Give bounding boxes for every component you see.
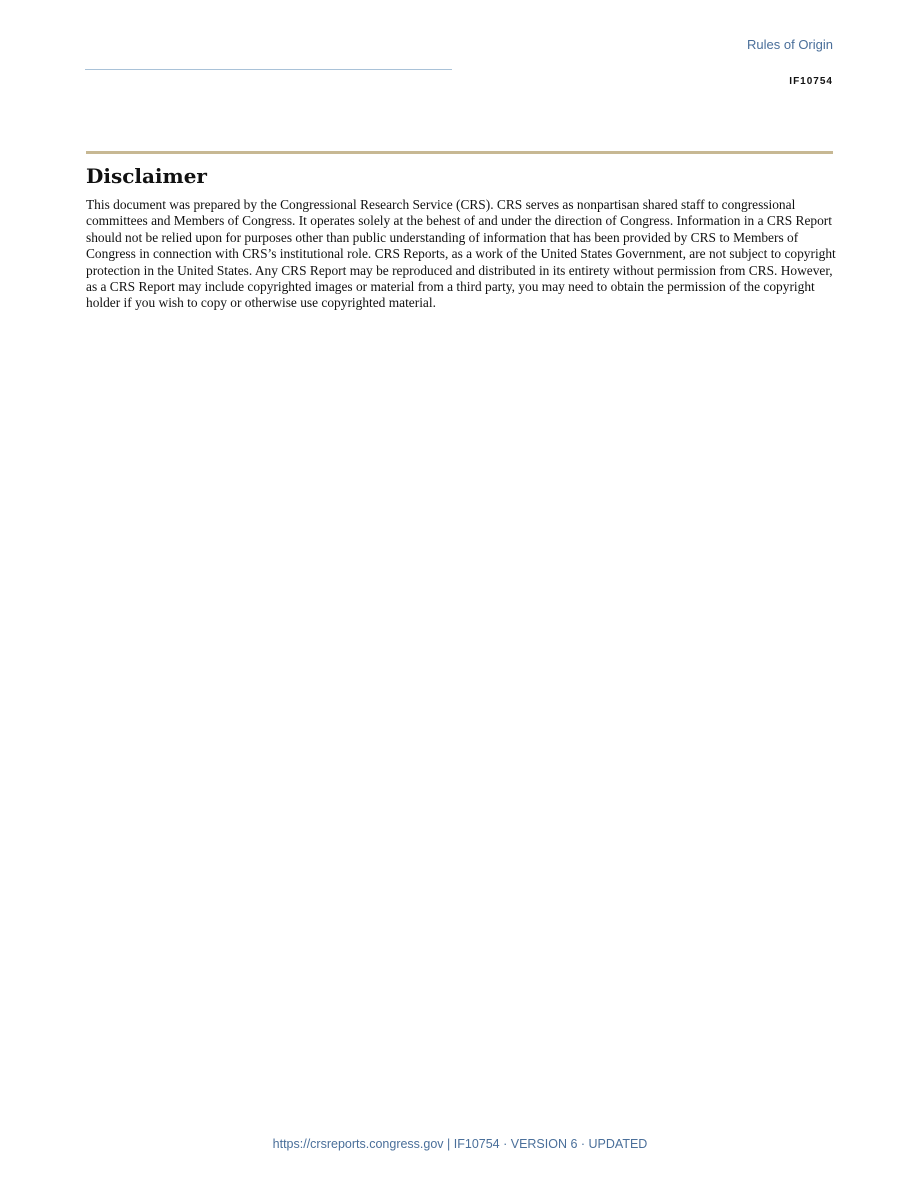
- page-footer: https://crsreports.congress.gov | IF10754 · VERSION 6 · UPDATED: [272, 1137, 648, 1151]
- section-divider: [86, 151, 833, 154]
- disclaimer-heading: Disclaimer: [86, 164, 207, 188]
- report-id: IF10754: [789, 76, 833, 87]
- disclaimer-body: This document was prepared by the Congressional Research Service (CRS). CRS serves as nonpartisan shared staff to congressional committees and Members of Congress. It operates solely at the behest of and under the direction of Congress. Information in a CRS Report should not be relied upon for purposes other than public understanding of information that has been provided by CRS to Members of Congress in connection with CRS’s institutional role. CRS Reports, as a work of the United States Government, are not subject to copyright protection in the United States. Any CRS Report may be reproduced and distributed in its entirety without permission from CRS. However, as a CRS Report may include copyrighted images or material from a third party, you may need to obtain the permission of the copyright holder if you wish to copy or otherwise use copyrighted material.: [86, 197, 836, 311]
- header-divider: [85, 69, 452, 70]
- running-header-title: Rules of Origin: [747, 37, 833, 52]
